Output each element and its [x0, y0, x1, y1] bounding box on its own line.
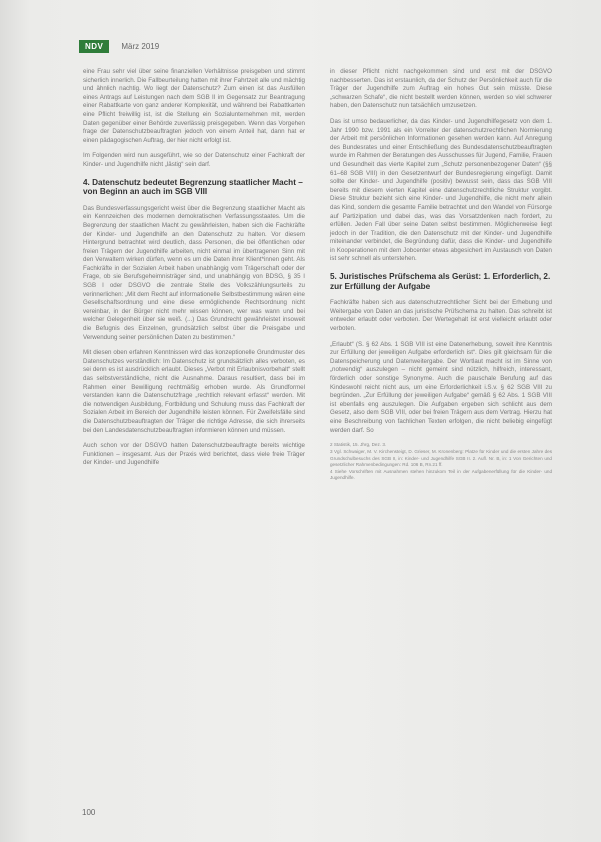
paragraph: Im Folgenden wird nun ausgeführt, wie so der Datenschutz einer Fachkraft der Kinder- und Jugendhilfe nicht „lästig“ sein darf.: [83, 152, 305, 168]
footnotes: [330, 442, 552, 481]
paragraph: Das Bundesverfassungsgericht weist über die Begrenzung staatlicher Macht als ein Kennzeichen des modernen demokratischen Verfassungsstaates. Um die Begrenzung der staatlichen Macht zu gewährleisten, haben sich die Fachkräfte der Kinder- und Jugendhilfe an den Datenschutz zu halten. Vor diesem Hintergrund betrachtet wird deutlich, dass Personen, die bei öffentlichen oder freien Trägern der Jugendhilfe arbeiten, nicht einmal im übertragenen Sinn mit den Verwaltern wirken dürfen, wenn es um die Daten ihrer Klient*innen geht. Als Fachkräfte in der Sozialen Arbeit haben unabhängig vom Trägerschaft oder der Frage, ob sie Berufsgeheimnisträger sind, und unabhängig von BDSG, § 35 I SGB I oder DSGVO die zentrale Stelle des Volkszählungsurteils zu verinnerlichen: „Mit dem Recht auf informationelle Selbstbestimmung wären eine Gesellschaftsordnung und eine diese ermöglichende Rechtsordnung nicht vereinbar, in der Bürger nicht mehr wissen können, wer was wann und bei welcher Gelegenheit über sie weiß. (...) Das Grundrecht gewährleistet insoweit die Befugnis des Einzelnen, grundsätzlich selbst über die Preisgabe und Verwendung seiner persönlichen Daten zu bestimmen.“: [83, 204, 305, 341]
paragraph: „Erlaubt“ (S. § 62 Abs. 1 SGB VIII ist eine Datenerhebung, soweit ihre Kenntnis zur Erfüllung der jeweiligen Aufgabe erforderlich ist“. Dies gilt gleichsam für die Datenspeicherung und Datenweitergabe. Der Wortlaut macht ist im Sinne von „notwendig“ auszulegen – nicht gemeint sind nützlich, hilfreich, interessant, förderlich oder sonstige Synonyme. Auch die pauschale Berufung auf das Kindeswohl reicht nicht aus, um eine Erforderlichkeit i.S.v. § 62 SGB VIII zu begründen. „Zur Erfüllung der jeweiligen Aufgabe“ gemäß § 62 Abs. 1 SGB VIII ist ebenfalls eng auszulegen. Die Aufgaben ergeben sich schlicht aus dem Gesetz, also dem SGB VIII, oder bei freien Trägern aus dem Vertrag. Hierzu hat eine Beschreibung von fachlichen Texten erfolgen, die nicht beliebig eingefügt werden darf. So: [330, 340, 552, 434]
paragraph: Auch schon vor der DSGVO hatten Datenschutzbeauftragte bereits wichtige Funktionen – insgesamt. Aus der Praxis wird berichtet, dass viele freie Träger der Kinder- und Jugendhilfe: [83, 442, 305, 467]
page-header: [79, 40, 159, 53]
paragraph: Fachkräfte haben sich aus datenschutzrechtlicher Sicht bei der Erhebung und Weitergabe von Daten an das juristische Prüfschema zu halten. Das schreibt ist entweder erlaubt oder verboten. Der Wertegehalt ist erst vielleicht erlaubt oder verboten.: [330, 299, 552, 333]
paragraph: eine Frau sehr viel über seine finanziellen Verhältnisse preisgeben und stimmt sicherlich innerlich. Die Fallbeurteilung hatten mit ihrer Fahrtzeit alle und mächtig und ähnlich nachtig. Wo liegt der Datenschutz? Zum einen ist das Ausfüllen eines Antrags auf Leistungen nach dem SGB II im Gegensatz zur Beantragung einer Rabattkarte von ganz anderer Komplexität, und während bei Rabattkarten eine Pflicht freiwillig ist, ist die Stellung ein Sozialunternehmen mit, werden Daten gegenüber einer Behörde zuverlässig preisgegeben. Wenn das Vorgehen frage der Datenschutzbeauftragten jedoch von einem Anteil hat, dann hat er einen pädagogischen Auftrag, der hier nicht erfolgt ist.: [83, 68, 305, 144]
paragraph: Das ist umso bedauerlicher, da das Kinder- und Jugendhilfegesetz von dem 1. Jahr 1990 bzw. 1991 als ein Vorreiter der datenschutzrechtlichen Normierung der Arbeit mit persönlichen Informationen gesehen werden kann. Auf Anregung des Bundesrates und einer Entschließung des Bundesdatenschutzbeauftragten wurde im Rahmen der Beratungen des Ausschusses für Jugend, Familie, Frauen und Gesundheit das vierte Kapitel zum „Schutz personenbezogener Daten“ (§§ 61–68 SGB VIII) in den Gesetzentwurf der Bundesregierung eingefügt. Damit sollte der Kinder- und Jugendhilfe (positiv) bewusst sein, dass das SGB VIII bereits mit diesem vierten Kapitel eine datenschutzrechtliche Struktur vorgibt. Diese Struktur bezieht sich eine Kinder- und Jugendhilfe, die nicht mehr allein das Kind, sondern die gesamte Familie betrachtet und den Wandel von Fürsorge auf Partizipation und dabei das, was das Vorsatzdenken nach fordert, zu erfüllen. Jeden Fall über seine Daten selbst bestimmen. Möglicherweise liegt jedoch in der Tradition, die den Datenschutz mit der Kinder- und Jugendhilfe miteinander verbindet, die Begründung dafür, dass die Kinder- und Jugendhilfe in Kooperationen mit dem Jobcenter etwas abgesichert im Austausch von Daten ist sehr schnell als unterstehen.: [330, 117, 552, 263]
issue-date: März 2019: [121, 42, 160, 51]
footnote: 2 Statistik, 15. Jhrg, Dez. 3.: [330, 442, 387, 448]
paragraph: Mit diesen oben erfahren Kenntnissen wird das konzeptionelle Grundmuster des Datenschutzes verständlich: Im Datenschutz ist grundsätzlich alles verboten, es sei denn es ist ausdrücklich erlaubt. Dieses „Verbot mit Erlaubnisvorbehalt“ stellt das selbstverständliche, nicht die Ausnahme. Daraus resultiert, dass bei im Rahmen einer Bewilligung rechtmäßig erhoben wurde. Als Grundformel verstanden kann die Datenschutzfrage „rechtlich relevant erfasst“ werden. Mit die notwendigen Ausbildung, Fortbildung und Schulung muss das Fachkraft der Sozialen Arbeit im Bereich der Jugendhilfe leisten können. Für Zweifelsfälle sind die Datenschutzbeauftragten der Träger die richtige Adresse, die sich ihrerseits bei den Landesdatenschutzbeauftragten informieren können und müssen.: [83, 349, 305, 434]
page-number: 100: [82, 808, 96, 817]
right-column: [330, 68, 552, 482]
section-heading: 4. Datenschutz bedeutet Begrenzung staatlicher Macht – von Beginn an auch im SGB VIII: [83, 177, 303, 197]
section-heading: 5. Juristisches Prüfschema als Gerüst: 1. Erforderlich, 2. zur Erfüllung der Aufgabe: [330, 272, 551, 291]
journal-badge: NDV: [79, 40, 109, 53]
paragraph: in dieser Pflicht nicht nachgekommen sind und erst mit der DSGVO nachbesserten. Das ist erstaunlich, da der Schutz der Persönlichkeit auch für die Träger der Jugendhilfe zum Auftrag ein hohes Gut sein müsste. Diese „schwarzen Schafe“, die nicht bestellt werden können, werden so viel schwerer haben, den Datenschutz nun tatsächlich umzusetzen.: [330, 68, 552, 110]
left-column: [83, 68, 305, 475]
footnote: 3 Vgl. Schwaiger, M. V. Kirchensteigt, D. Grieser, M. Kronenberg: Platze für Kinder und die ersten Jahre des Grundschulbesuchs des SGB II, in: Kinder- und Jugendhilfe SGB II. 2. Aufl. Nr. B, in: 1 Von Gerichten und gesetzlicher Rahmenbedingungen: Rd. 106 B, Rn.21 ff.: [330, 449, 552, 467]
footnote: 4 Siehe Vorschriften mit Ausnahmen stehen hinzukom Teil in der Aufgabenerfüllung für die Kinder- und Jugendhilfe.: [330, 468, 552, 481]
